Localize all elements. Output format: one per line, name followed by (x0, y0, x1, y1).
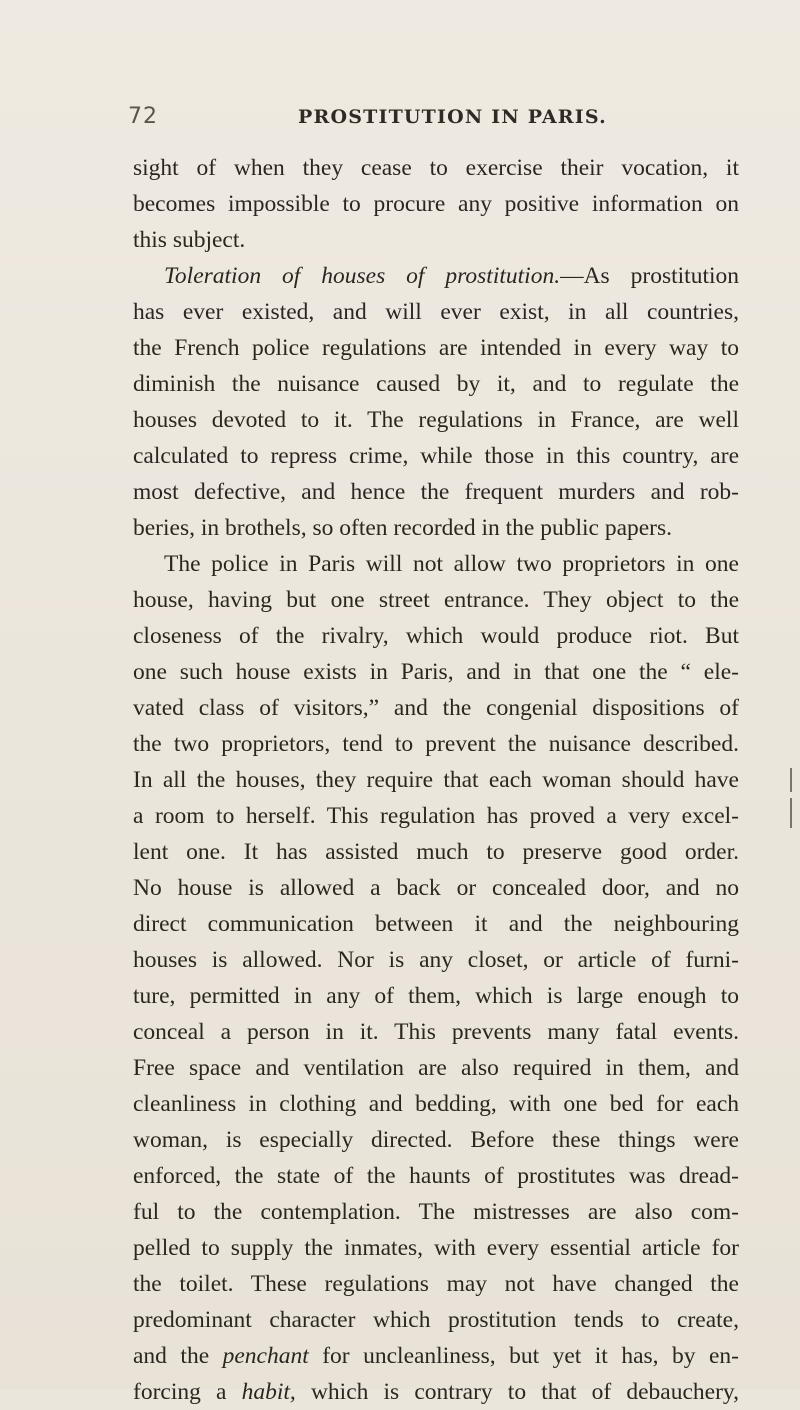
text-line: most defective, and hence the frequent murders and rob- (133, 479, 739, 505)
text-line: diminish the nuisance caused by it, and to regulate the (133, 371, 739, 397)
text-line: closeness of the rivalry, which would produce riot. But (133, 623, 739, 649)
text-line: the two proprietors, tend to prevent the nuisance described. (133, 731, 739, 757)
margin-mark (790, 798, 792, 828)
text-line: a room to herself. This regulation has proved a very excel- (133, 803, 739, 829)
text-line: houses devoted to it. The regulations in France, are well (133, 407, 739, 433)
page-header (128, 104, 740, 140)
running-title: PROSTITUTION IN PARIS. (298, 106, 607, 128)
text-fragment: which is contrary to that of debauchery, (295, 1379, 739, 1405)
italic-term: penchant (222, 1343, 309, 1369)
text-line: predominant character which prostitution tends to create, (133, 1307, 739, 1333)
text-line: the toilet. These regulations may not have changed the (133, 1271, 739, 1297)
text-fragment: and the (133, 1343, 223, 1369)
section-heading: Toleration of houses of prostitution. (164, 263, 561, 289)
text-line: woman, is especially directed. Before these things were (133, 1127, 739, 1153)
margin-mark (790, 768, 792, 792)
text-fragment: forcing a (133, 1379, 242, 1405)
text-line: ful to the contemplation. The mistresses are also com- (133, 1199, 739, 1225)
body-text (133, 150, 739, 1410)
text-line: houses is allowed. Nor is any closet, or article of furni- (133, 947, 739, 973)
text-line: vated class of visitors,” and the congenial dispositions of (133, 695, 739, 721)
text-line: The police in Paris will not allow two proprietors in one (164, 551, 739, 577)
text-line (133, 1338, 739, 1374)
text-line (133, 1374, 739, 1410)
text-fragment: for uncleanliness, but yet it has, by en- (308, 1343, 739, 1369)
text-line: enforced, the state of the haunts of prostitutes was dread- (133, 1163, 739, 1189)
text-fragment: —As prostitution (560, 263, 739, 289)
text-line: beries, in brothels, so often recorded in the public papers. (133, 515, 673, 541)
text-line: one such house exists in Paris, and in that one the “ ele- (133, 659, 739, 685)
text-line: cleanliness in clothing and bedding, with one bed for each (133, 1091, 739, 1117)
italic-term: habit, (241, 1379, 296, 1405)
page-number: 72 (128, 104, 158, 129)
text-line: the French police regulations are intended in every way to (133, 335, 739, 361)
text-line: Free space and ventilation are also required in them, and (133, 1055, 739, 1081)
text-line: calculated to repress crime, while those in this country, are (133, 443, 739, 469)
text-line: has ever existed, and will ever exist, in all countries, (133, 299, 739, 325)
text-line: direct communication between it and the neighbouring (133, 911, 739, 937)
section-heading-line (133, 258, 739, 294)
text-line: conceal a person in it. This prevents many fatal events. (133, 1019, 739, 1045)
text-line: house, having but one street entrance. They object to the (133, 587, 739, 613)
text-line: In all the houses, they require that each woman should have (133, 767, 739, 793)
text-line: this subject. (133, 227, 246, 253)
text-line: becomes impossible to procure any positive information on (133, 191, 739, 217)
text-line: lent one. It has assisted much to preserve good order. (133, 839, 739, 865)
text-line: pelled to supply the inmates, with every essential article for (133, 1235, 739, 1261)
text-line: No house is allowed a back or concealed door, and no (133, 875, 739, 901)
text-line: sight of when they cease to exercise their vocation, it (133, 155, 739, 181)
text-line: ture, permitted in any of them, which is large enough to (133, 983, 739, 1009)
